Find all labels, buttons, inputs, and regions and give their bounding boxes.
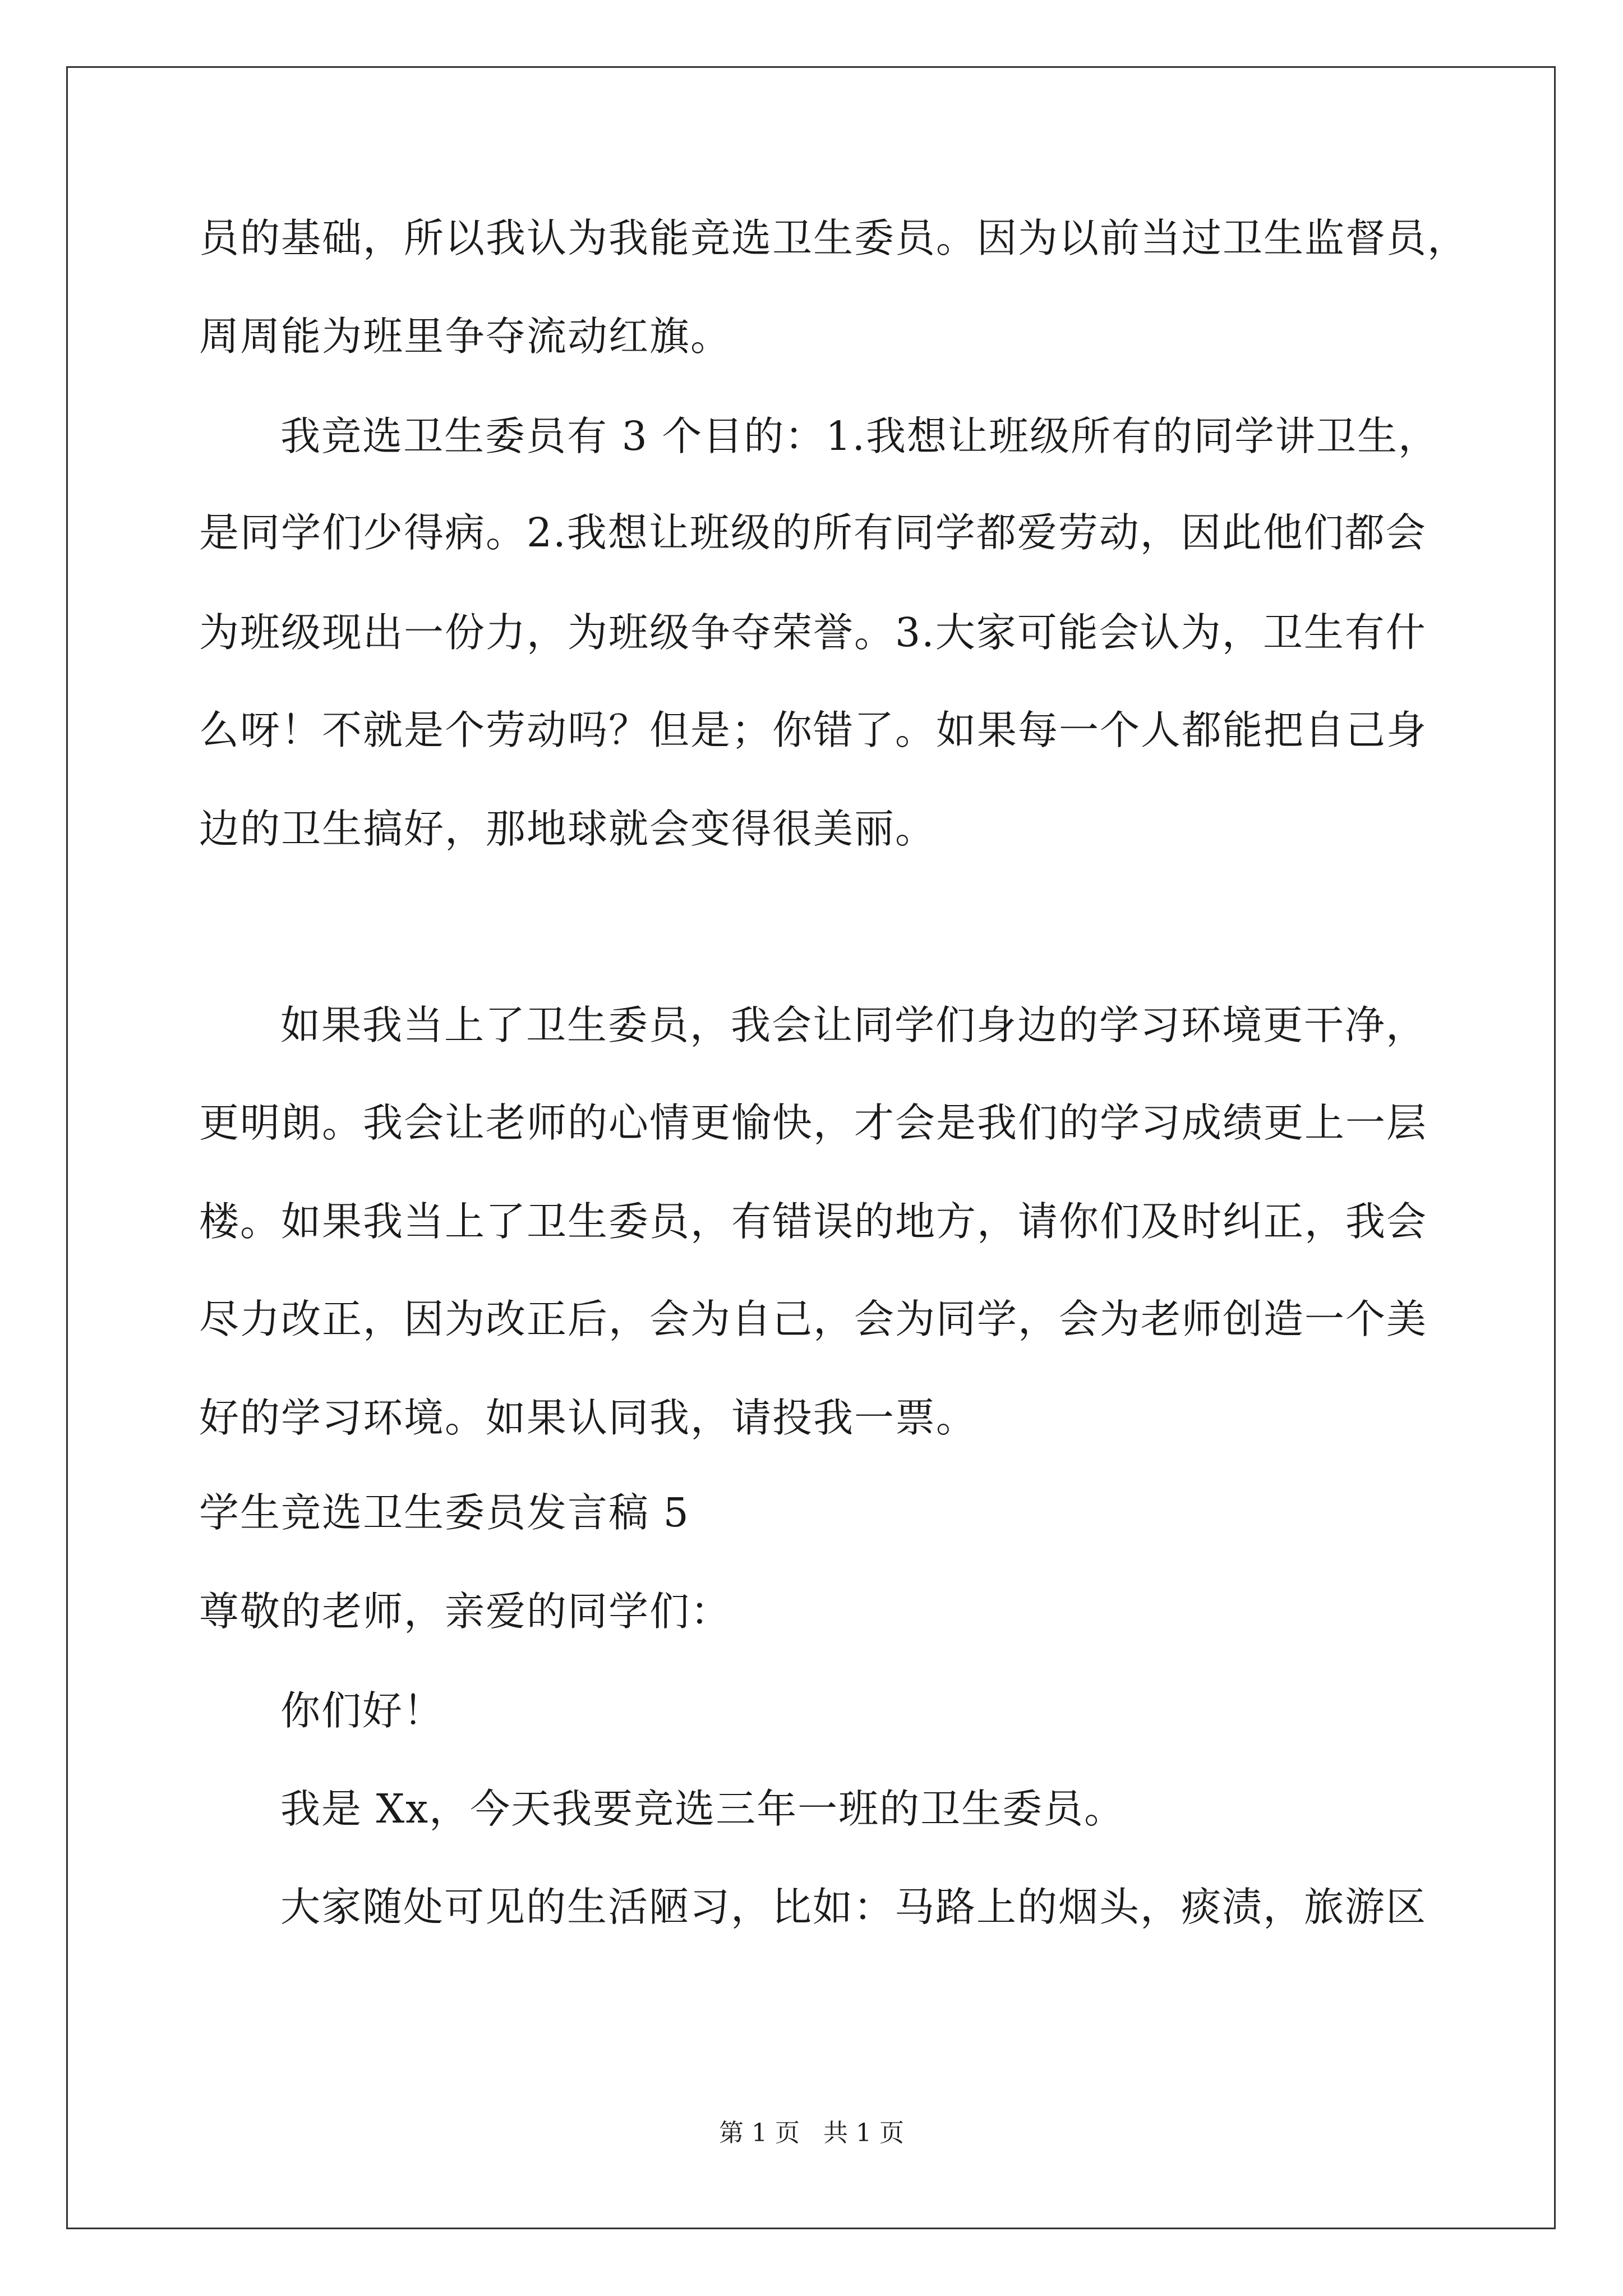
body-line-13: 我是 Xx，今天我要竞选三年一班的卫生委员。 xyxy=(280,1786,1126,1832)
body-line-2: 周周能为班里争夺流动红旗。 xyxy=(199,313,732,360)
section-heading: 学生竞选卫生委员发言稿 5 xyxy=(199,1489,690,1536)
body-line-7: 边的卫生搞好，那地球就会变得很美丽。 xyxy=(199,806,937,852)
body-line-10: 楼。如果我当上了卫生委员，有错误的地方，请你们及时纠正，我会 xyxy=(199,1198,1428,1245)
salutation: 尊敬的老师，亲爱的同学们： xyxy=(199,1588,732,1635)
body-line-4: 是同学们少得病。2.我想让班级的所有同学都爱劳动，因此他们都会 xyxy=(199,509,1427,556)
greeting: 你们好！ xyxy=(280,1687,445,1734)
page-footer: 第 1 页 共 1 页 xyxy=(719,2119,904,2147)
body-line-3: 我竞选卫生委员有 3 个目的：1.我想让班级所有的同学讲卫生， xyxy=(280,413,1440,459)
body-line-12: 好的学习环境。如果认同我，请投我一票。 xyxy=(199,1395,978,1441)
body-line-8: 如果我当上了卫生委员，我会让同学们身边的学习环境更干净， xyxy=(280,1002,1427,1048)
body-line-11: 尽力改正，因为改正后，会为自己，会为同学，会为老师创造一个美 xyxy=(199,1296,1428,1342)
body-line-14: 大家随处可见的生活陋习，比如：马路上的烟头，痰渍，旅游区 xyxy=(280,1884,1427,1930)
body-line-1: 员的基础，所以我认为我能竞选卫生委员。因为以前当过卫生监督员， xyxy=(199,215,1469,261)
body-line-5: 为班级现出一份力，为班级争夺荣誉。3.大家可能会认为，卫生有什 xyxy=(199,609,1427,656)
body-line-9: 更明朗。我会让老师的心情更愉快，才会是我们的学习成绩更上一层 xyxy=(199,1099,1428,1146)
body-line-6: 么呀！不就是个劳动吗？但是；你错了。如果每一个人都能把自己身 xyxy=(199,707,1428,753)
